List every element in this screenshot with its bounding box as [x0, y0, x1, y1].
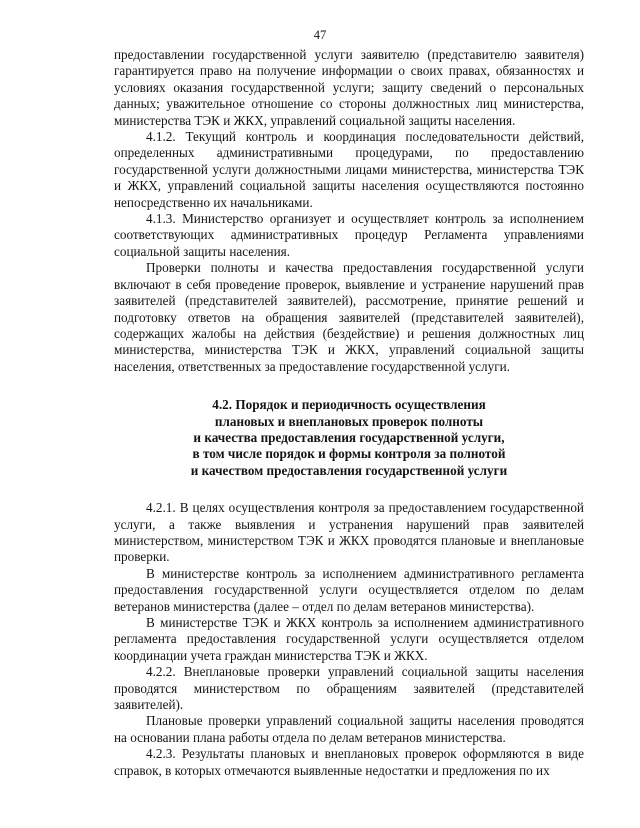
heading-line: плановых и внеплановых проверок полноты: [214, 413, 484, 429]
paragraph-planned-checks: Плановые проверки управлений социальной защиты населения проводятся на основании плана работы отдела по делам ветеранов министерства.: [114, 713, 584, 745]
paragraph-4-1-2: 4.1.2. Текущий контроль и координация последовательности действий, определенных административными процедурами, по предоставлению государственной услуги должностными лицами министерства, министерства ТЭК и ЖКХ, управлений социальной защиты населения осуществляются постоянно непосредственно их начальниками.: [114, 129, 584, 210]
heading-line: в том числе порядок и формы контроля за полнотой: [192, 446, 506, 462]
page-number: 47: [313, 28, 327, 42]
paragraph-ministry-control: В министерстве контроль за исполнением административного регламента предоставления государственной услуги осуществляется отделом по делам ветеранов министерства (далее – отдел по делам ветеранов министерства).: [114, 565, 584, 614]
heading-line: и качества предоставления государственной услуги,: [193, 429, 505, 445]
paragraph-checks: Проверки полноты и качества предоставления государственной услуги включают в себя проведение проверок, выявление и устранение нарушений прав заявителей (представителей заявителей), рассмотрение, принятие решений и подготовку ответов на обращения заявителей (представителей заявителей), содержащих жалобы на действия (бездействие) и решения должностных лиц министерства, министерства ТЭК и ЖКХ, управлений социальной защиты населения, ответственных за предоставление государственной услуги.: [114, 260, 584, 374]
paragraph-4-1-3: 4.1.3. Министерство организует и осуществляет контроль за исполнением соответствующих административных процедур Регламента управлениями социальной защиты населения.: [114, 211, 584, 259]
paragraph-continued: предоставлении государственной услуги заявителю (представителю заявителя) гарантируется право на получение информации о своих правах, обязанностях и условиях оказания государственной услуги; защиту сведений о персональных данных; уважительное отношение со стороны должностных лиц министерства, министерства ТЭК и ЖКХ, управлений социальной защиты населения.: [114, 47, 584, 128]
heading-line: 4.2. Порядок и периодичность осуществления: [212, 397, 486, 413]
section-heading-4-2: [114, 397, 584, 479]
heading-line: и качеством предоставления государственной услуги: [190, 462, 508, 478]
paragraph-4-2-3: 4.2.3. Результаты плановых и внеплановых проверок оформляются в виде справок, в которых отмечаются выявленные недостатки и предложения по их: [114, 746, 584, 778]
paragraph-tek-control: В министерстве ТЭК и ЖКХ контроль за исполнением административного регламента предоставления государственной услуги осуществляется отделом координации учета граждан министерства ТЭК и ЖКХ.: [114, 615, 584, 663]
paragraph-4-2-2: 4.2.2. Внеплановые проверки управлений социальной защиты населения проводятся министерством по обращениям заявителей (представителей заявителей).: [114, 664, 584, 713]
paragraph-4-2-1: 4.2.1. В целях осуществления контроля за предоставлением государственной услуги, а также выявления и устранения нарушений прав заявителей министерством, министерством ТЭК и ЖКХ проводятся плановые и внеплановые проверки.: [114, 500, 584, 565]
document-body: [114, 47, 584, 779]
